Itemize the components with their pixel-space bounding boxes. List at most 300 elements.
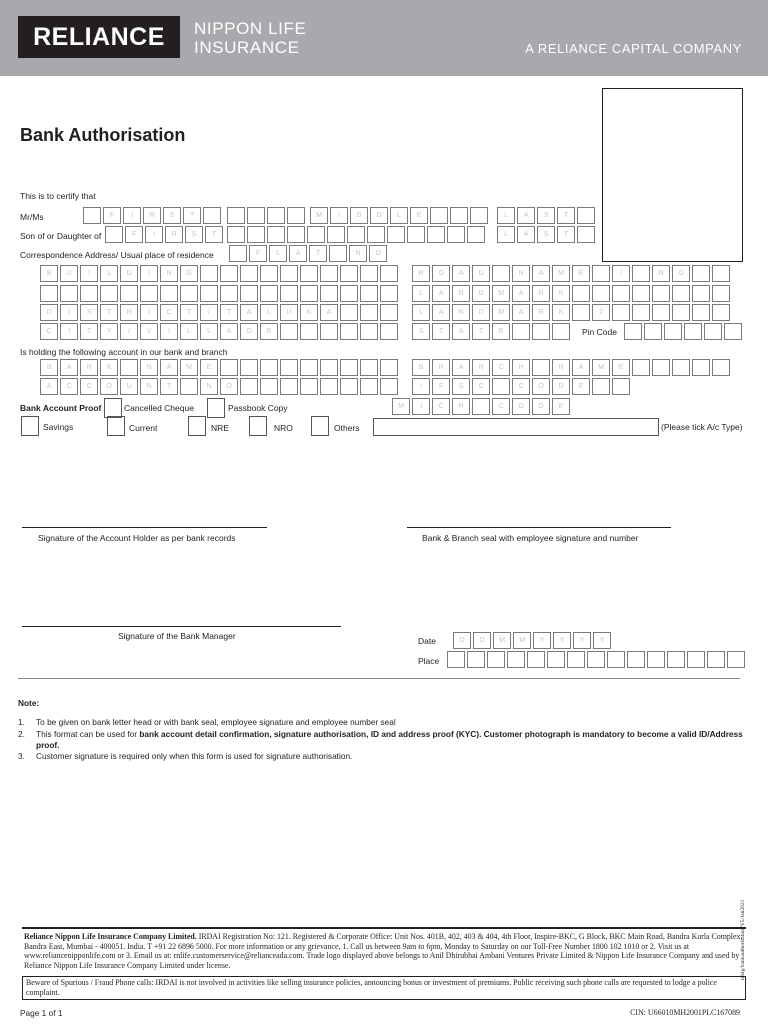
input-box[interactable] — [40, 285, 58, 302]
name-last-boxes[interactable] — [497, 207, 597, 224]
input-box[interactable]: A — [40, 378, 58, 395]
input-box[interactable]: B — [40, 265, 58, 282]
input-box[interactable] — [552, 323, 570, 340]
input-box[interactable] — [487, 651, 505, 668]
input-box[interactable]: N — [512, 265, 530, 282]
input-box[interactable]: I — [412, 378, 430, 395]
micr-boxes[interactable] — [392, 398, 572, 415]
road-boxes[interactable] — [412, 265, 732, 282]
input-box[interactable] — [652, 285, 670, 302]
input-box[interactable] — [692, 359, 710, 376]
parent-filler-boxes[interactable] — [227, 226, 487, 243]
input-box[interactable] — [507, 651, 525, 668]
name-first-boxes[interactable] — [83, 207, 223, 224]
input-box[interactable] — [380, 285, 398, 302]
input-box[interactable]: T — [432, 323, 450, 340]
input-box[interactable] — [592, 378, 610, 395]
input-box[interactable] — [247, 207, 265, 224]
input-box[interactable] — [240, 285, 258, 302]
input-box[interactable]: I — [330, 207, 348, 224]
parent-first-boxes[interactable] — [105, 226, 225, 243]
others-checkbox[interactable] — [311, 416, 329, 436]
input-box[interactable]: T — [183, 207, 201, 224]
input-box[interactable] — [260, 378, 278, 395]
date-boxes[interactable] — [453, 632, 613, 649]
input-box[interactable]: D — [472, 285, 490, 302]
input-box[interactable] — [300, 378, 318, 395]
input-box[interactable] — [667, 651, 685, 668]
input-box[interactable] — [203, 207, 221, 224]
input-box[interactable] — [340, 265, 358, 282]
input-box[interactable]: L — [100, 265, 118, 282]
input-box[interactable]: T — [180, 304, 198, 321]
input-box[interactable] — [227, 207, 245, 224]
input-box[interactable] — [612, 285, 630, 302]
input-box[interactable]: E — [200, 359, 218, 376]
input-box[interactable] — [340, 323, 358, 340]
input-box[interactable] — [492, 265, 510, 282]
input-box[interactable]: K — [552, 285, 570, 302]
input-box[interactable] — [280, 285, 298, 302]
input-box[interactable] — [340, 285, 358, 302]
input-box[interactable]: D — [120, 265, 138, 282]
input-box[interactable] — [360, 265, 378, 282]
input-box[interactable] — [340, 378, 358, 395]
input-box[interactable] — [664, 323, 682, 340]
input-box[interactable] — [180, 285, 198, 302]
input-box[interactable]: L — [412, 285, 430, 302]
input-box[interactable]: M — [513, 632, 531, 649]
input-box[interactable]: D — [370, 207, 388, 224]
input-box[interactable]: C — [492, 359, 510, 376]
input-box[interactable] — [450, 207, 468, 224]
input-box[interactable] — [300, 359, 318, 376]
input-box[interactable] — [632, 285, 650, 302]
input-box[interactable] — [577, 226, 595, 243]
input-box[interactable]: R — [432, 359, 450, 376]
input-box[interactable]: B — [40, 359, 58, 376]
input-box[interactable]: N — [140, 378, 158, 395]
photo-box[interactable] — [602, 88, 743, 262]
input-box[interactable] — [320, 323, 338, 340]
input-box[interactable]: M — [492, 304, 510, 321]
input-box[interactable]: O — [532, 378, 550, 395]
input-box[interactable]: S — [80, 304, 98, 321]
input-box[interactable]: D — [472, 265, 490, 282]
input-box[interactable] — [712, 285, 730, 302]
input-box[interactable] — [644, 323, 662, 340]
input-box[interactable]: A — [452, 359, 470, 376]
input-box[interactable] — [712, 304, 730, 321]
input-box[interactable] — [572, 304, 590, 321]
landmark2-boxes[interactable] — [412, 304, 732, 321]
input-box[interactable] — [267, 207, 285, 224]
input-box[interactable]: . — [692, 265, 710, 282]
input-box[interactable]: C — [60, 378, 78, 395]
input-box[interactable] — [220, 265, 238, 282]
input-box[interactable] — [380, 359, 398, 376]
input-box[interactable] — [220, 285, 238, 302]
input-box[interactable] — [624, 323, 642, 340]
input-box[interactable]: A — [512, 285, 530, 302]
input-box[interactable] — [360, 304, 378, 321]
state-boxes[interactable] — [412, 323, 572, 340]
input-box[interactable] — [447, 651, 465, 668]
input-box[interactable] — [380, 323, 398, 340]
input-box[interactable]: S — [185, 226, 203, 243]
others-input[interactable] — [373, 418, 659, 436]
input-box[interactable] — [360, 285, 378, 302]
flat-no-boxes[interactable] — [229, 245, 389, 262]
input-box[interactable]: H — [512, 359, 530, 376]
input-box[interactable]: U — [280, 304, 298, 321]
input-box[interactable]: / — [120, 323, 138, 340]
input-box[interactable]: N — [80, 359, 98, 376]
input-box[interactable]: D — [472, 304, 490, 321]
current-checkbox[interactable] — [107, 416, 125, 436]
input-box[interactable]: E — [572, 265, 590, 282]
nro-checkbox[interactable] — [249, 416, 267, 436]
input-box[interactable] — [347, 226, 365, 243]
input-box[interactable] — [672, 304, 690, 321]
input-box[interactable]: D — [350, 207, 368, 224]
input-box[interactable] — [300, 323, 318, 340]
input-box[interactable] — [260, 359, 278, 376]
input-box[interactable] — [704, 323, 722, 340]
input-box[interactable] — [280, 323, 298, 340]
cancelled-cheque-checkbox[interactable] — [104, 398, 122, 418]
input-box[interactable] — [632, 304, 650, 321]
input-box[interactable]: O — [220, 378, 238, 395]
input-box[interactable] — [447, 226, 465, 243]
passbook-copy-checkbox[interactable] — [207, 398, 225, 418]
input-box[interactable]: T — [309, 245, 327, 262]
input-box[interactable]: R — [120, 304, 138, 321]
input-box[interactable] — [512, 323, 530, 340]
input-box[interactable] — [105, 226, 123, 243]
input-box[interactable] — [320, 378, 338, 395]
input-box[interactable]: O — [512, 398, 530, 415]
input-box[interactable] — [287, 226, 305, 243]
input-box[interactable] — [607, 651, 625, 668]
input-box[interactable]: E — [552, 398, 570, 415]
input-box[interactable]: A — [517, 226, 535, 243]
input-box[interactable] — [687, 651, 705, 668]
place-boxes[interactable] — [447, 651, 747, 668]
input-box[interactable]: R — [452, 398, 470, 415]
name-middle-boxes[interactable] — [310, 207, 490, 224]
input-box[interactable]: A — [220, 323, 238, 340]
input-box[interactable]: S — [537, 207, 555, 224]
input-box[interactable] — [340, 359, 358, 376]
input-box[interactable] — [727, 651, 745, 668]
input-box[interactable] — [472, 398, 490, 415]
input-box[interactable]: A — [517, 207, 535, 224]
input-box[interactable] — [140, 285, 158, 302]
input-box[interactable] — [307, 226, 325, 243]
input-box[interactable] — [467, 651, 485, 668]
input-box[interactable]: D — [453, 632, 471, 649]
input-box[interactable] — [160, 285, 178, 302]
input-box[interactable]: S — [452, 378, 470, 395]
input-box[interactable]: N — [140, 359, 158, 376]
input-box[interactable] — [267, 226, 285, 243]
input-box[interactable]: C — [472, 378, 490, 395]
input-box[interactable] — [652, 359, 670, 376]
input-box[interactable]: B — [412, 359, 430, 376]
branch-name-boxes[interactable] — [412, 359, 732, 376]
input-box[interactable]: T — [205, 226, 223, 243]
input-box[interactable]: O — [432, 265, 450, 282]
account-no-boxes[interactable] — [40, 378, 400, 395]
input-box[interactable]: C — [80, 378, 98, 395]
input-box[interactable]: / — [612, 265, 630, 282]
input-box[interactable]: L — [180, 323, 198, 340]
input-box[interactable] — [300, 285, 318, 302]
input-box[interactable]: Y — [573, 632, 591, 649]
input-box[interactable]: D — [552, 378, 570, 395]
input-box[interactable]: E — [572, 378, 590, 395]
input-box[interactable]: C — [160, 304, 178, 321]
input-box[interactable]: C — [40, 323, 58, 340]
input-box[interactable]: A — [432, 285, 450, 302]
input-box[interactable]: I — [412, 398, 430, 415]
ifsc-boxes[interactable] — [412, 378, 632, 395]
input-box[interactable] — [387, 226, 405, 243]
input-box[interactable]: I — [123, 207, 141, 224]
input-box[interactable]: R — [412, 265, 430, 282]
holder-signature-line[interactable] — [22, 527, 267, 528]
input-box[interactable]: L — [260, 304, 278, 321]
input-box[interactable] — [712, 265, 730, 282]
input-box[interactable]: N — [652, 265, 670, 282]
input-box[interactable] — [300, 265, 318, 282]
input-box[interactable]: A — [432, 304, 450, 321]
input-box[interactable] — [427, 226, 445, 243]
input-box[interactable] — [577, 207, 595, 224]
input-box[interactable]: D — [532, 398, 550, 415]
input-box[interactable]: I — [145, 226, 163, 243]
input-box[interactable] — [367, 226, 385, 243]
input-box[interactable] — [60, 285, 78, 302]
input-box[interactable]: N — [200, 378, 218, 395]
building-boxes[interactable] — [40, 265, 400, 282]
input-box[interactable] — [672, 285, 690, 302]
input-box[interactable]: L — [497, 207, 515, 224]
input-box[interactable]: I — [160, 323, 178, 340]
input-box[interactable] — [467, 226, 485, 243]
input-box[interactable]: N — [349, 245, 367, 262]
input-box[interactable]: I — [60, 304, 78, 321]
input-box[interactable]: O — [100, 378, 118, 395]
nre-checkbox[interactable] — [188, 416, 206, 436]
input-box[interactable]: F — [432, 378, 450, 395]
parent-last-boxes[interactable] — [497, 226, 597, 243]
input-box[interactable] — [120, 359, 138, 376]
input-box[interactable]: T — [100, 304, 118, 321]
input-box[interactable]: M — [492, 285, 510, 302]
district-boxes[interactable] — [40, 304, 400, 321]
bank-name-boxes[interactable] — [40, 359, 400, 376]
input-box[interactable]: M — [493, 632, 511, 649]
input-box[interactable] — [80, 285, 98, 302]
input-box[interactable]: C — [512, 378, 530, 395]
input-box[interactable] — [240, 378, 258, 395]
input-box[interactable]: F — [125, 226, 143, 243]
input-box[interactable] — [592, 265, 610, 282]
input-box[interactable]: E — [260, 323, 278, 340]
input-box[interactable]: A — [452, 265, 470, 282]
input-box[interactable] — [470, 207, 488, 224]
input-box[interactable] — [532, 359, 550, 376]
input-box[interactable] — [360, 323, 378, 340]
input-box[interactable]: I — [80, 265, 98, 282]
input-box[interactable]: L — [269, 245, 287, 262]
input-box[interactable] — [227, 226, 245, 243]
input-box[interactable] — [220, 359, 238, 376]
input-box[interactable]: M — [310, 207, 328, 224]
input-box[interactable] — [180, 378, 198, 395]
input-box[interactable]: F — [249, 245, 267, 262]
input-box[interactable]: L — [200, 323, 218, 340]
seal-signature-line[interactable] — [407, 527, 671, 528]
input-box[interactable]: I — [60, 323, 78, 340]
input-box[interactable] — [120, 285, 138, 302]
input-box[interactable] — [712, 359, 730, 376]
input-box[interactable]: E — [492, 323, 510, 340]
input-box[interactable]: A — [512, 304, 530, 321]
input-box[interactable]: N — [160, 265, 178, 282]
input-box[interactable]: F — [103, 207, 121, 224]
input-box[interactable] — [287, 207, 305, 224]
input-box[interactable]: C — [432, 398, 450, 415]
input-box[interactable]: R — [143, 207, 161, 224]
input-box[interactable] — [100, 285, 118, 302]
input-box[interactable] — [430, 207, 448, 224]
input-box[interactable]: Y — [593, 632, 611, 649]
input-box[interactable] — [327, 226, 345, 243]
input-box[interactable]: A — [289, 245, 307, 262]
input-box[interactable] — [380, 378, 398, 395]
input-box[interactable]: A — [160, 359, 178, 376]
input-box[interactable] — [260, 285, 278, 302]
input-box[interactable] — [652, 304, 670, 321]
input-box[interactable] — [200, 285, 218, 302]
input-box[interactable]: S — [412, 323, 430, 340]
input-box[interactable]: K — [552, 304, 570, 321]
input-box[interactable]: G — [180, 265, 198, 282]
input-box[interactable] — [692, 304, 710, 321]
input-box[interactable] — [360, 378, 378, 395]
input-box[interactable] — [692, 285, 710, 302]
input-box[interactable] — [320, 265, 338, 282]
input-box[interactable] — [320, 285, 338, 302]
input-box[interactable] — [240, 265, 258, 282]
input-box[interactable]: M — [552, 265, 570, 282]
input-box[interactable]: D — [40, 304, 58, 321]
input-box[interactable]: E — [410, 207, 428, 224]
input-box[interactable]: R — [532, 285, 550, 302]
input-box[interactable] — [592, 285, 610, 302]
input-box[interactable]: R — [532, 304, 550, 321]
input-box[interactable] — [229, 245, 247, 262]
input-box[interactable]: I — [140, 304, 158, 321]
savings-checkbox[interactable] — [21, 416, 39, 436]
input-box[interactable]: K — [300, 304, 318, 321]
input-box[interactable]: C — [492, 398, 510, 415]
input-box[interactable] — [612, 378, 630, 395]
input-box[interactable] — [280, 265, 298, 282]
input-box[interactable]: T — [160, 378, 178, 395]
input-box[interactable]: U — [60, 265, 78, 282]
input-box[interactable] — [340, 304, 358, 321]
input-box[interactable]: L — [412, 304, 430, 321]
input-box[interactable] — [647, 651, 665, 668]
input-box[interactable] — [547, 651, 565, 668]
input-box[interactable] — [532, 323, 550, 340]
input-box[interactable] — [612, 304, 630, 321]
input-box[interactable]: Y — [533, 632, 551, 649]
address-line2-boxes[interactable] — [40, 285, 400, 302]
input-box[interactable]: O — [369, 245, 387, 262]
input-box[interactable]: L — [390, 207, 408, 224]
input-box[interactable]: M — [592, 359, 610, 376]
input-box[interactable]: A — [532, 265, 550, 282]
input-box[interactable] — [260, 265, 278, 282]
input-box[interactable] — [380, 304, 398, 321]
input-box[interactable]: A — [452, 323, 470, 340]
input-box[interactable] — [672, 359, 690, 376]
input-box[interactable]: V — [140, 323, 158, 340]
input-box[interactable]: T — [557, 207, 575, 224]
input-box[interactable] — [724, 323, 742, 340]
input-box[interactable] — [247, 226, 265, 243]
input-box[interactable] — [380, 265, 398, 282]
input-box[interactable] — [527, 651, 545, 668]
input-box[interactable]: K — [100, 359, 118, 376]
input-box[interactable]: A — [572, 359, 590, 376]
landmark-boxes[interactable] — [412, 285, 732, 302]
input-box[interactable]: U — [120, 378, 138, 395]
input-box[interactable] — [572, 285, 590, 302]
input-box[interactable] — [632, 359, 650, 376]
name-filler-boxes[interactable] — [227, 207, 307, 224]
city-boxes[interactable] — [40, 323, 400, 340]
input-box[interactable]: 2 — [592, 304, 610, 321]
input-box[interactable] — [280, 359, 298, 376]
input-box[interactable] — [280, 378, 298, 395]
input-box[interactable] — [320, 359, 338, 376]
input-box[interactable]: L — [497, 226, 515, 243]
input-box[interactable]: T — [220, 304, 238, 321]
input-box[interactable]: / — [200, 304, 218, 321]
input-box[interactable]: S — [537, 226, 555, 243]
input-box[interactable] — [684, 323, 702, 340]
input-box[interactable] — [240, 359, 258, 376]
input-box[interactable] — [407, 226, 425, 243]
manager-signature-line[interactable] — [22, 626, 341, 627]
input-box[interactable]: A — [60, 359, 78, 376]
input-box[interactable]: S — [163, 207, 181, 224]
input-box[interactable] — [567, 651, 585, 668]
input-box[interactable]: M — [180, 359, 198, 376]
input-box[interactable]: O — [672, 265, 690, 282]
input-box[interactable]: N — [452, 304, 470, 321]
input-box[interactable]: A — [320, 304, 338, 321]
input-box[interactable]: T — [472, 323, 490, 340]
input-box[interactable]: I — [140, 265, 158, 282]
input-box[interactable]: M — [392, 398, 410, 415]
